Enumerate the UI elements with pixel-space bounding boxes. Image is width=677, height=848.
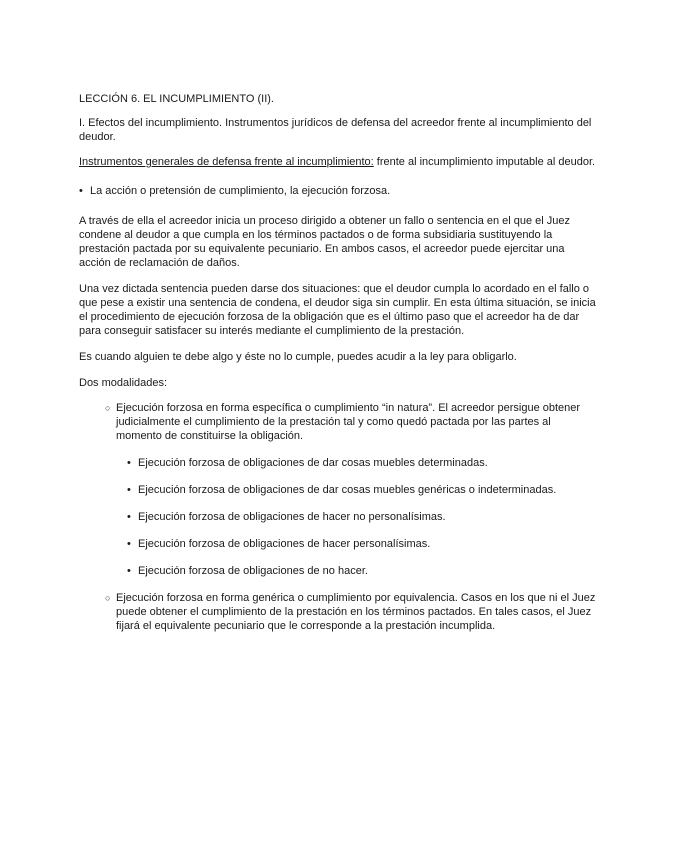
- bullet-icon: •: [79, 185, 83, 197]
- paragraph-3: Es cuando alguien te debe algo y éste no lo cumple, puedes acudir a la ley para obligarlo.: [79, 351, 517, 363]
- list-item: [127, 510, 599, 524]
- instruments-label: Instrumentos generales de defensa frente al incumplimiento:: [79, 156, 374, 168]
- list-item-text: Ejecución forzosa de obligaciones de hacer personalísimas.: [138, 538, 431, 550]
- list-item-text: Ejecución forzosa de obligaciones de no hacer.: [138, 565, 368, 577]
- instruments-paragraph: [79, 155, 599, 169]
- list-item-text: Ejecución forzosa de obligaciones de dar cosas muebles genéricas o indeterminadas.: [138, 484, 557, 496]
- main-bullet-text: La acción o pretensión de cumplimiento, la ejecución forzosa.: [90, 185, 391, 197]
- small-bullet-icon: •: [127, 457, 131, 469]
- list-item: [127, 456, 599, 470]
- modality-1-text: Ejecución forzosa en forma específica o cumplimiento “in natura”. El acreedor persigue obtener judicialmente el cumplimiento de la prestación tal y como quedó pactada por las partes al momento de constituirse la obligación.: [116, 402, 581, 442]
- circle-bullet-icon: ○: [105, 593, 111, 603]
- paragraph-1: A través de ella el acreedor inicia un proceso dirigido a obtener un fallo o sentencia en el que el Juez condene al deudor a que cumpla en los términos pactados o de forma subsidiaria sustituyendo la prestación pactada por su equivalente pecuniario. En ambos casos, el acreedor puede ejercitar una acción de reclamación de daños.: [79, 215, 571, 269]
- list-item: [127, 537, 599, 551]
- list-item: [127, 483, 599, 497]
- section-heading: I. Efectos del incumplimiento. Instrumentos jurídicos de defensa del acreedor frente al incumplimiento del deudor.: [79, 117, 592, 143]
- instruments-rest: frente al incumplimiento imputable al deudor.: [373, 156, 596, 168]
- small-bullet-icon: •: [127, 511, 131, 523]
- modality-2-text: Ejecución forzosa en forma genérica o cumplimiento por equivalencia. Casos en los que ni el Juez puede obtener el cumplimiento de la prestación en los términos pactados. En tales casos, el Juez fijará el equivalente pecuniario que le corresponde a la prestación incumplida.: [116, 592, 596, 632]
- sub-items-list: [127, 456, 599, 578]
- circle-bullet-icon: ○: [105, 403, 111, 413]
- list-item-text: Ejecución forzosa de obligaciones de hacer no personalísimas.: [138, 511, 446, 523]
- small-bullet-icon: •: [127, 538, 131, 550]
- document-page: [79, 92, 599, 633]
- main-bullet: [79, 184, 599, 198]
- list-item: [127, 564, 599, 578]
- modalities-label: Dos modalidades:: [79, 377, 168, 389]
- modality-1: [105, 401, 599, 443]
- paragraph-2: Una vez dictada sentencia pueden darse dos situaciones: que el deudor cumpla lo acordado en el fallo o que pese a existir una sentencia de condena, el deudor siga sin cumplir. En esta última situación, se inicia el procedimiento de ejecución forzosa de la obligación que es el último paso que el acreedor ha de dar para conseguir satisfacer su interés mediante el cumplimiento de la prestación.: [79, 283, 596, 337]
- small-bullet-icon: •: [127, 484, 131, 496]
- modality-2: [105, 591, 599, 633]
- small-bullet-icon: •: [127, 565, 131, 577]
- list-item-text: Ejecución forzosa de obligaciones de dar cosas muebles determinadas.: [138, 457, 488, 469]
- document-title: LECCIÓN 6. EL INCUMPLIMIENTO (II).: [79, 93, 274, 105]
